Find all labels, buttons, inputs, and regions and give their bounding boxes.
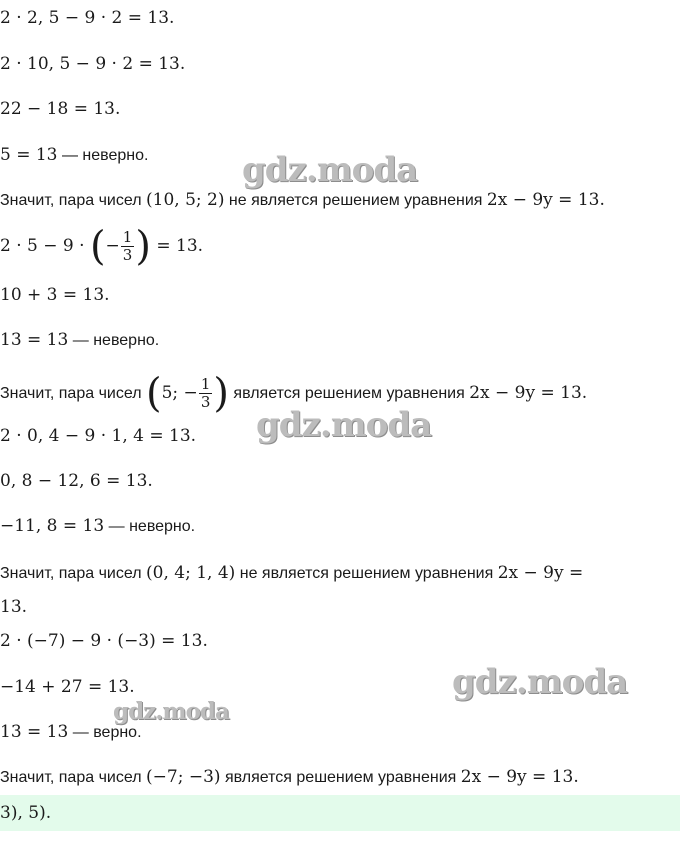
fraction-numerator: 1 [200,375,211,393]
result-math: −11, 8 = 13 [0,516,105,536]
equation: 2x − 9y = 13. [486,190,605,210]
result-line [0,144,148,167]
number-pair: (0, 4; 1, 4) [146,563,236,583]
conclusion-line [0,766,579,789]
left-paren: ( [146,370,162,417]
equation-line: 10 + 3 = 13. [0,285,110,305]
watermark: gdz.moda [256,405,432,445]
conclusion-line [0,562,583,585]
fraction [121,229,135,264]
conclusion-line [0,189,605,212]
equation-line: 13. [0,597,28,617]
fraction-numerator: 1 [122,228,133,246]
right-paren: ) [213,370,229,417]
minus-sign: − [105,236,120,256]
left-paren: ( [89,223,106,270]
answer-text: 3), 5). [0,803,52,823]
result-line [0,515,195,538]
conclusion-text: Значит, пара чисел [0,385,146,402]
watermark: gdz.moda [452,662,628,702]
conclusion-text: не является решением уравнения [224,192,487,209]
equation-part: 2 · 5 − 9 · [0,236,90,256]
equation: 2x − 9y = 13. [469,383,588,403]
equation-line [0,223,204,270]
result-line [0,329,159,352]
equation-line: 22 − 18 = 13. [0,99,121,119]
conclusion-text: является решением уравнения [220,769,461,786]
watermark: gdz.moda [113,698,229,725]
number-pair: 5; − [161,383,198,403]
equation: 2x − 9y = [497,563,584,583]
conclusion-text: Значит, пара чисел [0,565,146,582]
equation-line: 2 · (−7) − 9 · (−3) = 13. [0,631,208,651]
watermark: gdz.moda [242,150,418,190]
equation-line: 0, 8 − 12, 6 = 13. [0,471,153,491]
equation-line: 2 · 0, 4 − 9 · 1, 4 = 13. [0,426,197,446]
fraction-denominator: 3 [122,246,133,264]
fraction [199,376,213,411]
equation-part: = 13. [150,236,204,256]
result-math: 5 = 13 [0,145,58,165]
number-pair: (10, 5; 2) [146,190,225,210]
result-math: 13 = 13 [0,330,69,350]
equation-line: 2 · 10, 5 − 9 · 2 = 13. [0,54,186,74]
conclusion-text: Значит, пара чисел [0,769,146,786]
conclusion-text: не является решением уравнения [235,565,498,582]
result-verdict: — неверно. [104,518,196,535]
equation-line: −14 + 27 = 13. [0,677,135,697]
result-verdict: — верно. [68,724,142,741]
equation-line: 2 · 2, 5 − 9 · 2 = 13. [0,8,175,28]
conclusion-text: является решением уравнения [228,385,470,402]
equation: 2x − 9y = 13. [460,767,579,787]
result-verdict: — неверно. [57,147,149,164]
number-pair: (−7; −3) [146,767,221,787]
fraction-denominator: 3 [200,393,211,411]
conclusion-text: Значит, пара чисел [0,192,146,209]
answer-box [0,795,680,831]
right-paren: ) [135,223,151,270]
result-math: 13 = 13 [0,722,69,742]
result-verdict: — неверно. [68,332,160,349]
